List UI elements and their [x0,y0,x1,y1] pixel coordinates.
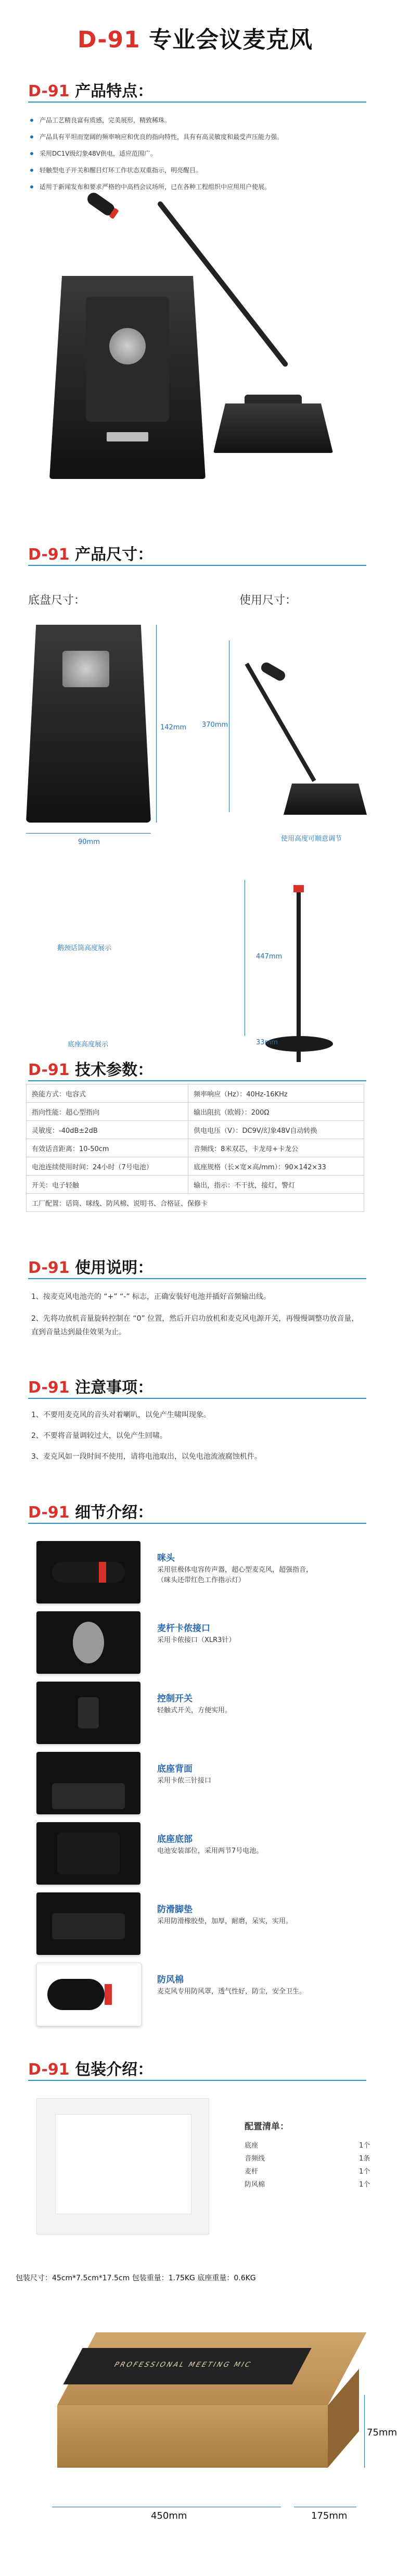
table-row: 换能方式：电容式 频率响应（Hz）：40Hz-16KHz [27,1084,364,1103]
notice-item: 2、不要将音量调较过大，以免产生回啸。 [31,1432,167,1440]
page-title [0,21,390,54]
base-width-dim: 90mm [78,838,100,846]
section-divider [28,1398,366,1399]
usage-step: 1、按麦克风电池壳的 “+” “-” 标志，正确安装好电池并插好音频输出线。 [31,1293,271,1301]
notice-item: 3、麦克风如一段时间不使用，请将电池取出，以免电池流液腐蚀机件。 [31,1453,262,1461]
section-divider [28,102,366,103]
box-depth-dim: 175mm [311,2510,348,2521]
detail-image [36,1892,140,1955]
package-item: 底座 [245,2142,259,2150]
package-size-line: 包装尺寸：45cm*7.5cm*17.5cm 包装重量：1.75KG 底座重量：0.6KG [16,2274,256,2282]
package-qty: 1条 [359,2155,370,2163]
package-qty: 1个 [359,2142,370,2150]
feature-list [30,116,363,199]
section-divider [28,1523,366,1524]
brand-plate [107,432,148,441]
base-height-label: 底座高度展示 [68,1041,109,1049]
detail-base-bottom: 底座底部 电池安装部位，采用两节7号电池。 [36,1822,369,1885]
detail-image [36,1963,142,2026]
package-open-image [36,2098,209,2234]
package-item: 麦杆 [245,2168,259,2176]
section-divider [28,565,366,566]
table-row: 开关：电子轻触 输出，指示：不干扰，接灯，警灯 [27,1176,364,1194]
detail-switch: 控制开关 轻触式开关，方便实用。 [36,1682,369,1744]
table-row: 有效话音距离：10-50cm 音频线：8米双芯，卡龙母+卡龙公 [27,1139,364,1157]
package-box-image [57,2317,359,2489]
use-height-dim: 370mm [202,721,228,729]
section-divider [28,1080,366,1081]
specs-table [26,1084,364,1212]
adjust-note: 使用高度可顺意调节 [281,835,342,843]
detail-windscreen: 防风棉 麦克风专用防风罩，透气性好，防尘，安全卫生。 [36,1963,369,2025]
package-item: 防风棉 [245,2181,265,2189]
detail-xlr: 麦杆卡侬接口 采用卡侬接口（XLR3针） [36,1611,369,1674]
title-model: D-91 [77,27,140,53]
base-height-dim: 142mm [160,724,187,731]
desk-stand [213,403,333,453]
detail-image [36,1541,140,1603]
use-size-label: 使用尺寸： [239,594,297,607]
notice-heading: D-91 注意事项： [28,1379,153,1397]
gooseneck-height-label: 鹅颈话筒高度展示 [57,944,112,952]
detail-feet: 防滑脚垫 采用防滑橡胶垫，加厚，耐磨，呆实，实用。 [36,1892,369,1955]
table-row: 灵敏度：-40dB±2dB 供电电压（V）：DC9V/幻象48V自动转换 [27,1121,364,1139]
table-row: 指向性能：超心型指向 输出阻抗（欧姆）：200Ω [27,1103,364,1121]
base-size-label: 底盘尺寸： [28,594,86,607]
detail-mic-head: 咪头 采用驻极体电容传声器，超心型麦克风，超强指音，（咪头还带红色工作指示灯） [36,1541,369,1603]
package-qty: 1个 [359,2181,370,2189]
box-height-dim: 75mm [367,2427,397,2438]
xlr-connector [109,328,146,364]
detail-image [36,1682,140,1744]
specs-heading: D-91 技术参数： [28,1061,153,1079]
detail-image [36,1611,140,1674]
title-text: 专业会议麦克风 [149,27,313,53]
features-heading: D-91 产品特点： [28,82,153,100]
product-hero-image [0,198,390,510]
feature-item: 产品工艺精良富有质感，完美展形，精致稀珠。 [30,116,363,125]
feature-item: 采用DC1V级幻象48V供电，适应范围广。 [30,149,363,158]
gooseneck-image [297,885,301,1062]
detail-base-back: 底座背面 采用卡侬三针接口 [36,1752,369,1814]
box-print: PROFESSIONAL MEETING MIC [112,2361,253,2369]
details-heading: D-91 细节介绍： [28,1504,153,1522]
table-row: 电池连续使用时间：24小时（7号电池） 底座规格（长×宽×高/mm）：90×142×33 [27,1157,364,1176]
package-list-title: 配置清单： [245,2122,289,2132]
detail-image [36,1822,140,1885]
usage-step: 2、先将功放机音量旋转控制在 “0” 位置，然后开启功放机和麦克风电源开关，再慢慢调整功放音量，直到音量达到最佳效果为止。 [31,1315,359,1336]
detail-image [36,1752,140,1814]
feature-item: 轻触型电子开关和醒目灯环工作状态双重指示，明亮醒目。 [30,166,363,175]
size-heading: D-91 产品尺寸： [28,546,153,564]
section-divider [28,2080,366,2081]
feature-item: 适用于新闻发布和要求严格的中高档会议场所，已在各种工程组织中应用用户使展。 [30,182,363,192]
base-height-value: 33mm [256,1039,278,1046]
usage-heading: D-91 使用说明： [28,1259,153,1277]
package-qty: 1个 [359,2168,370,2176]
gooseneck-height-dim: 447mm [256,953,283,961]
box-length-dim: 450mm [151,2510,187,2521]
notice-item: 1、不要用麦克风的音头对着喇叭，以免产生啸叫现象。 [31,1411,211,1419]
package-item: 音频线 [245,2155,265,2163]
base-unit [49,276,206,479]
feature-item: 产品具有平坦而宽阔的频率响应和优良的指向特性，具有有高灵敏度和最受声压能力强。 [30,132,363,142]
table-row: 工厂配置：话筒、咪线、防风棉、说明书、合格证、保修卡 [27,1194,364,1212]
section-divider [28,1278,366,1279]
package-heading: D-91 包装介绍： [28,2061,153,2079]
